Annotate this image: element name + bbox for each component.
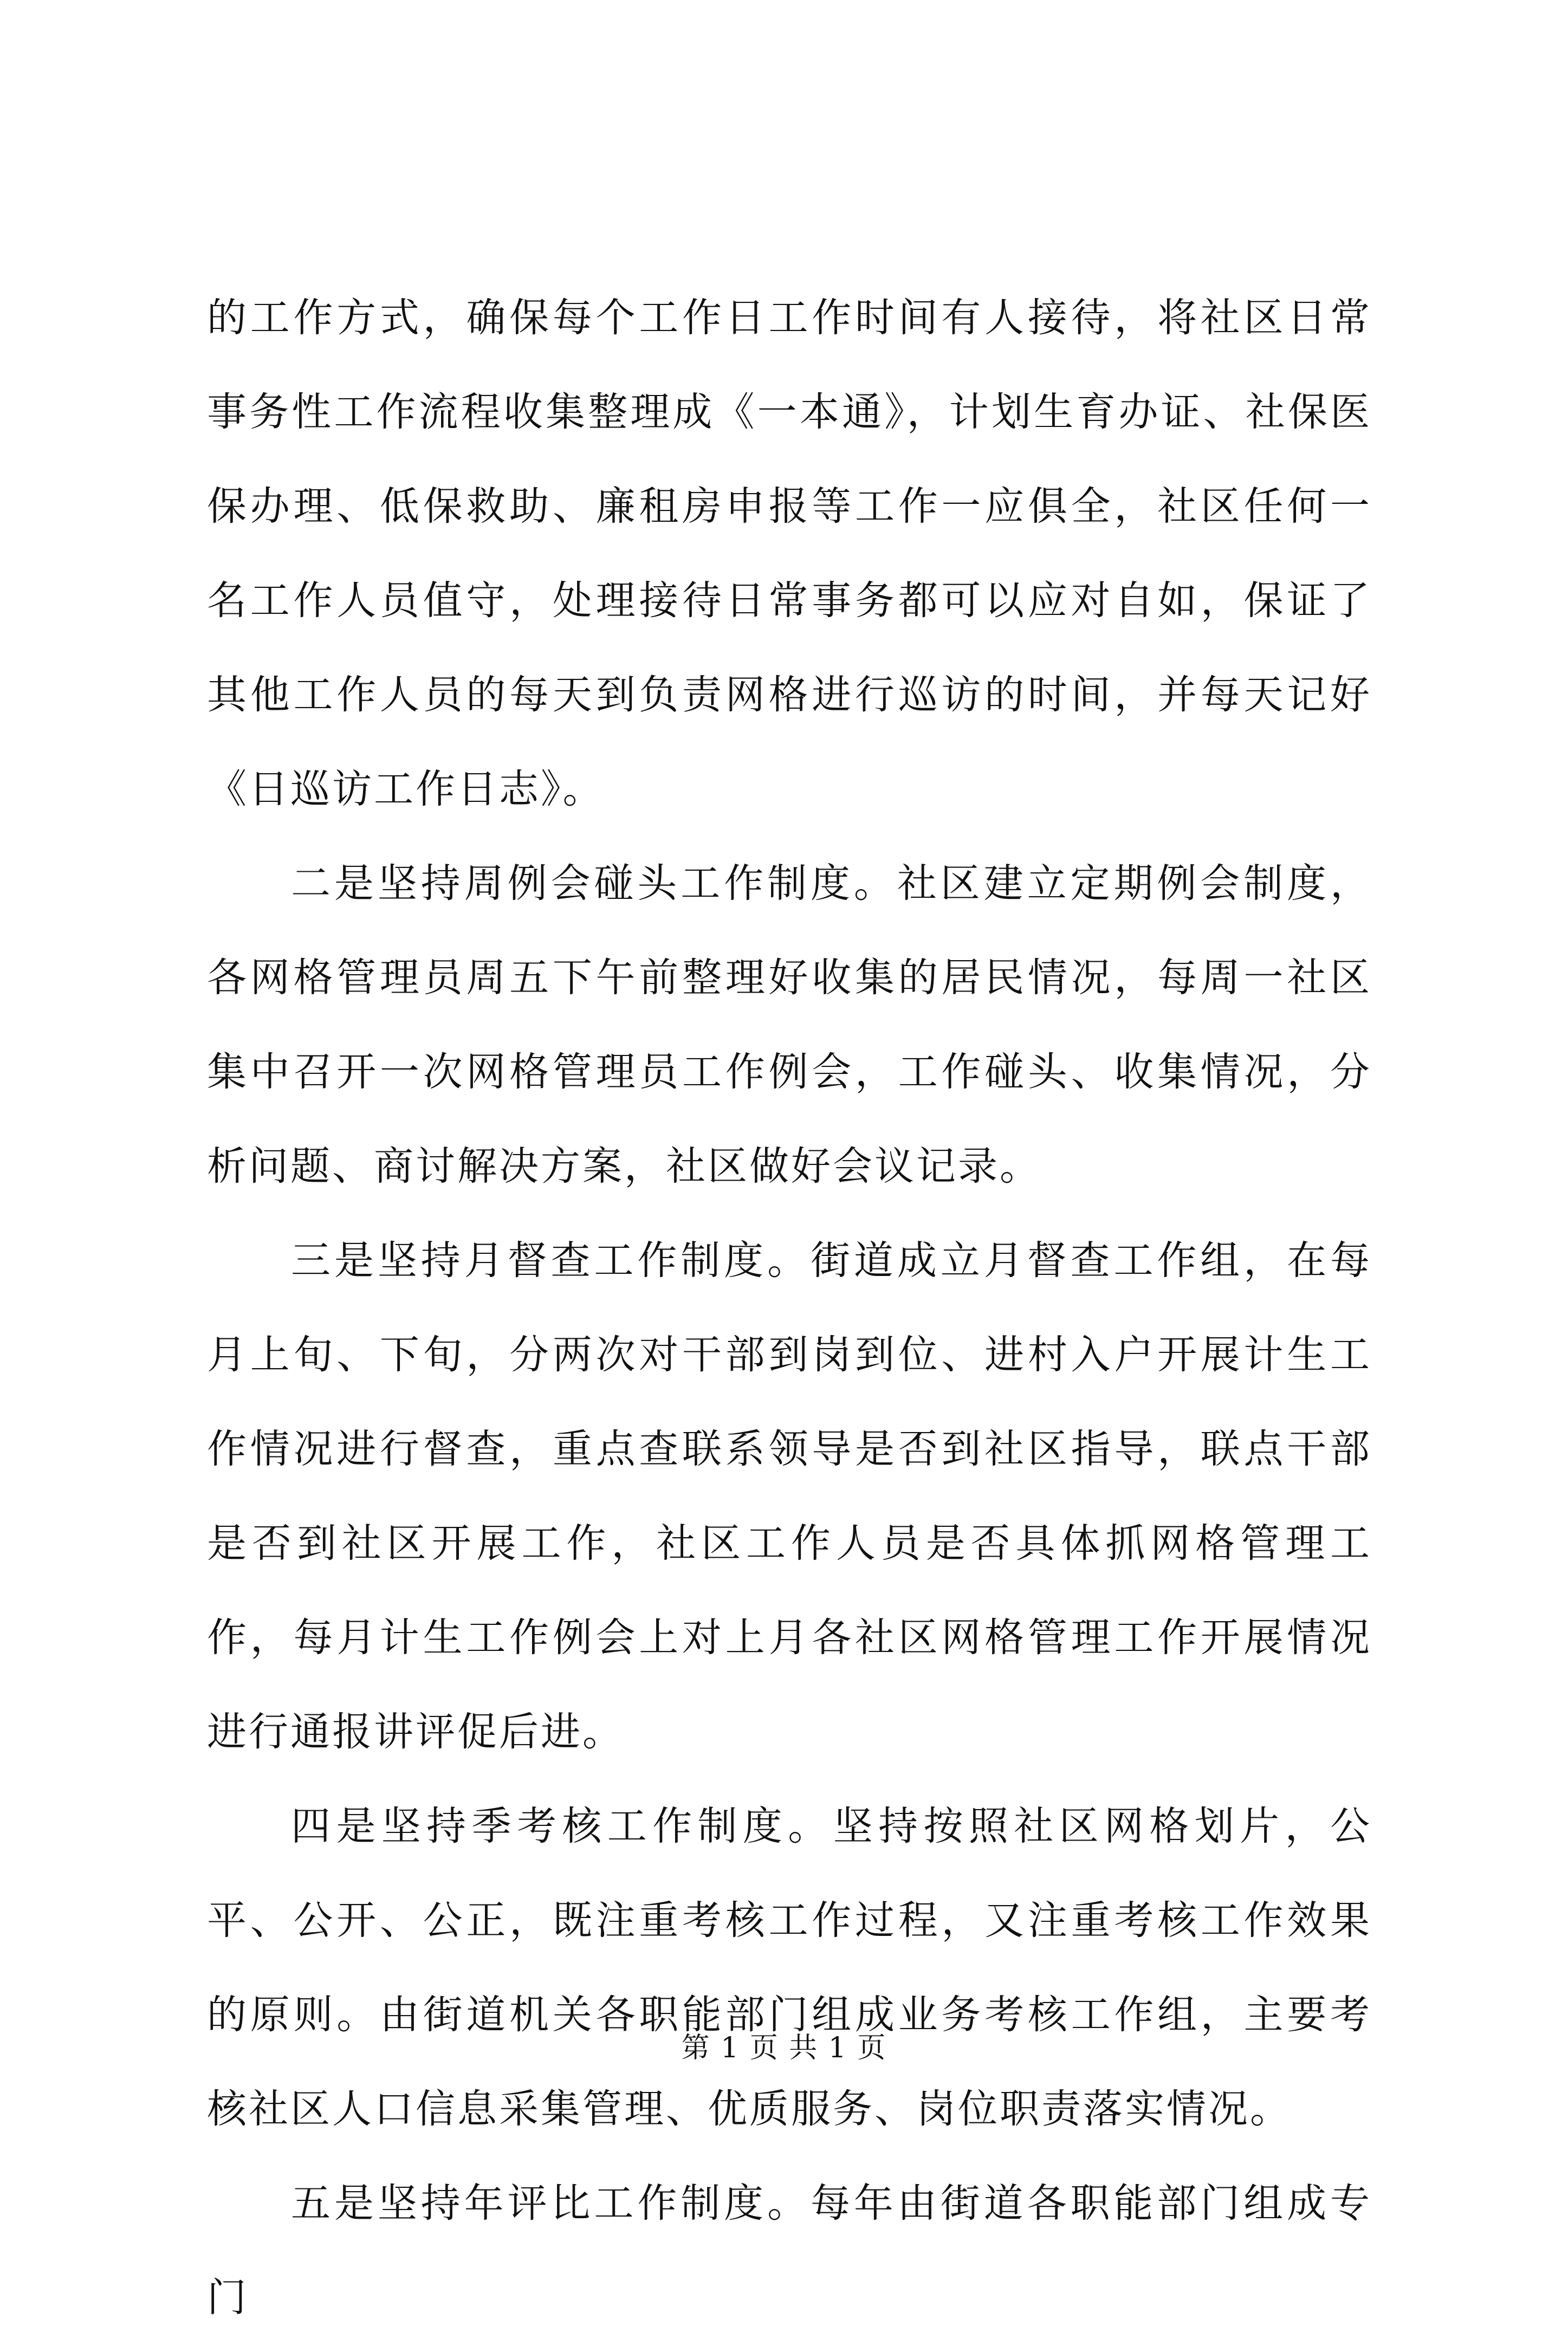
- page-footer: 第 1 页 共 1 页: [681, 2032, 887, 2064]
- paragraph-annual-evaluation: 五是坚持年评比工作制度。每年由街道各职能部门组成专门: [207, 2180, 1372, 2321]
- paragraph-weekly-meeting: 二是坚持周例会碰头工作制度。社区建立定期例会制度，各网格管理员周五下午前整理好收集的居民情况，每周一社区集中召开一次网格管理员工作例会，工作碰头、收集情况，分析问题、商讨解决方案，社区做好会议记录。: [207, 860, 1372, 1189]
- paragraph-quarterly-assessment: 四是坚持季考核工作制度。坚持按照社区网格划片，公平、公开、公正，既注重考核工作过程，又注重考核工作效果的原则。由街道机关各职能部门组成业务考核工作组，主要考核社区人口信息采集管理、优质服务、岗位职责落实情况。: [207, 1803, 1372, 2132]
- paragraph-monthly-inspection: 三是坚持月督查工作制度。街道成立月督查工作组，在每月上旬、下旬，分两次对干部到岗到位、进村入户开展计生工作情况进行督查，重点查联系领导是否到社区指导，联点干部是否到社区开展工作，社区工作人员是否具体抓网格管理工作，每月计生工作例会上对上月各社区网格管理工作开展情况进行通报讲评促后进。: [207, 1238, 1372, 1755]
- paragraph-continuation: 的工作方式，确保每个工作日工作时间有人接待，将社区日常事务性工作流程收集整理成《一本通》，计划生育办证、社保医保办理、低保救助、廉租房申报等工作一应俱全，社区任何一名工作人员值守，处理接待日常事务都可以应对自如，保证了其他工作人员的每天到负责网格进行巡访的时间，并每天记好《日巡访工作日志》。: [207, 295, 1372, 812]
